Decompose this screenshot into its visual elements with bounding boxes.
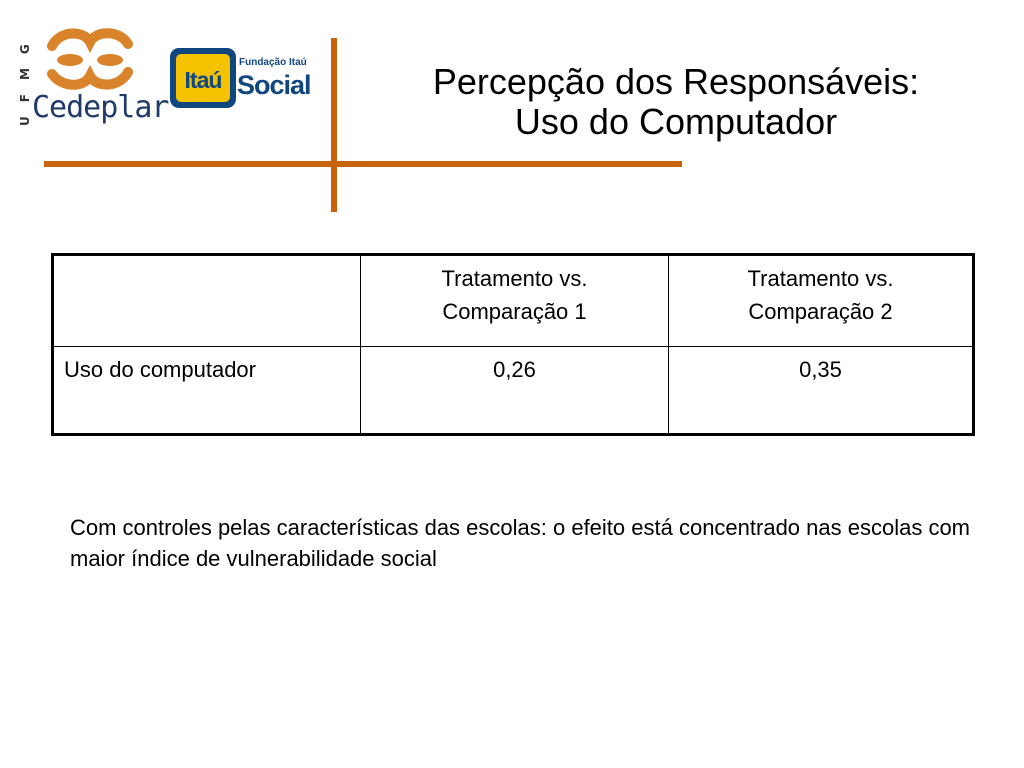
header-line: Comparação 1 xyxy=(442,299,587,324)
cedeplar-logo-text: Cedeplar xyxy=(32,90,169,125)
itau-fund-label: Fundação Itaú xyxy=(239,57,307,68)
itau-social-logo xyxy=(170,48,311,108)
row-label: Uso do computador xyxy=(53,347,361,435)
slide-title xyxy=(360,62,992,142)
cedeplar-logo-mark xyxy=(40,26,136,92)
footnote-text: Com controles pelas características das escolas: o efeito está concentrado nas escolas com maior índice de vulnerabilidade social xyxy=(70,515,971,571)
itau-social-word: Social xyxy=(237,70,311,100)
itau-logo-word: Itaú xyxy=(184,67,222,93)
cell-value-comparison-2: 0,35 xyxy=(669,347,974,435)
table-header-comparison-1 xyxy=(361,255,669,347)
ufmg-letters: UFMG xyxy=(18,30,32,126)
table-header-comparison-2 xyxy=(669,255,974,347)
table-header-row xyxy=(53,255,974,347)
slide-title-line1: Percepção dos Responsáveis: xyxy=(432,61,920,102)
results-table xyxy=(51,253,975,436)
ufmg-logo xyxy=(8,24,32,134)
slide-title-line2: Uso do Computador xyxy=(514,101,838,142)
header-line: Comparação 2 xyxy=(748,299,893,324)
header-line: Tratamento vs. xyxy=(441,266,588,291)
table-header-empty xyxy=(53,255,361,347)
horizontal-divider xyxy=(44,161,682,167)
table-row xyxy=(53,347,974,435)
vertical-divider xyxy=(331,38,337,212)
cell-value-comparison-1: 0,26 xyxy=(361,347,669,435)
header-line: Tratamento vs. xyxy=(747,266,894,291)
